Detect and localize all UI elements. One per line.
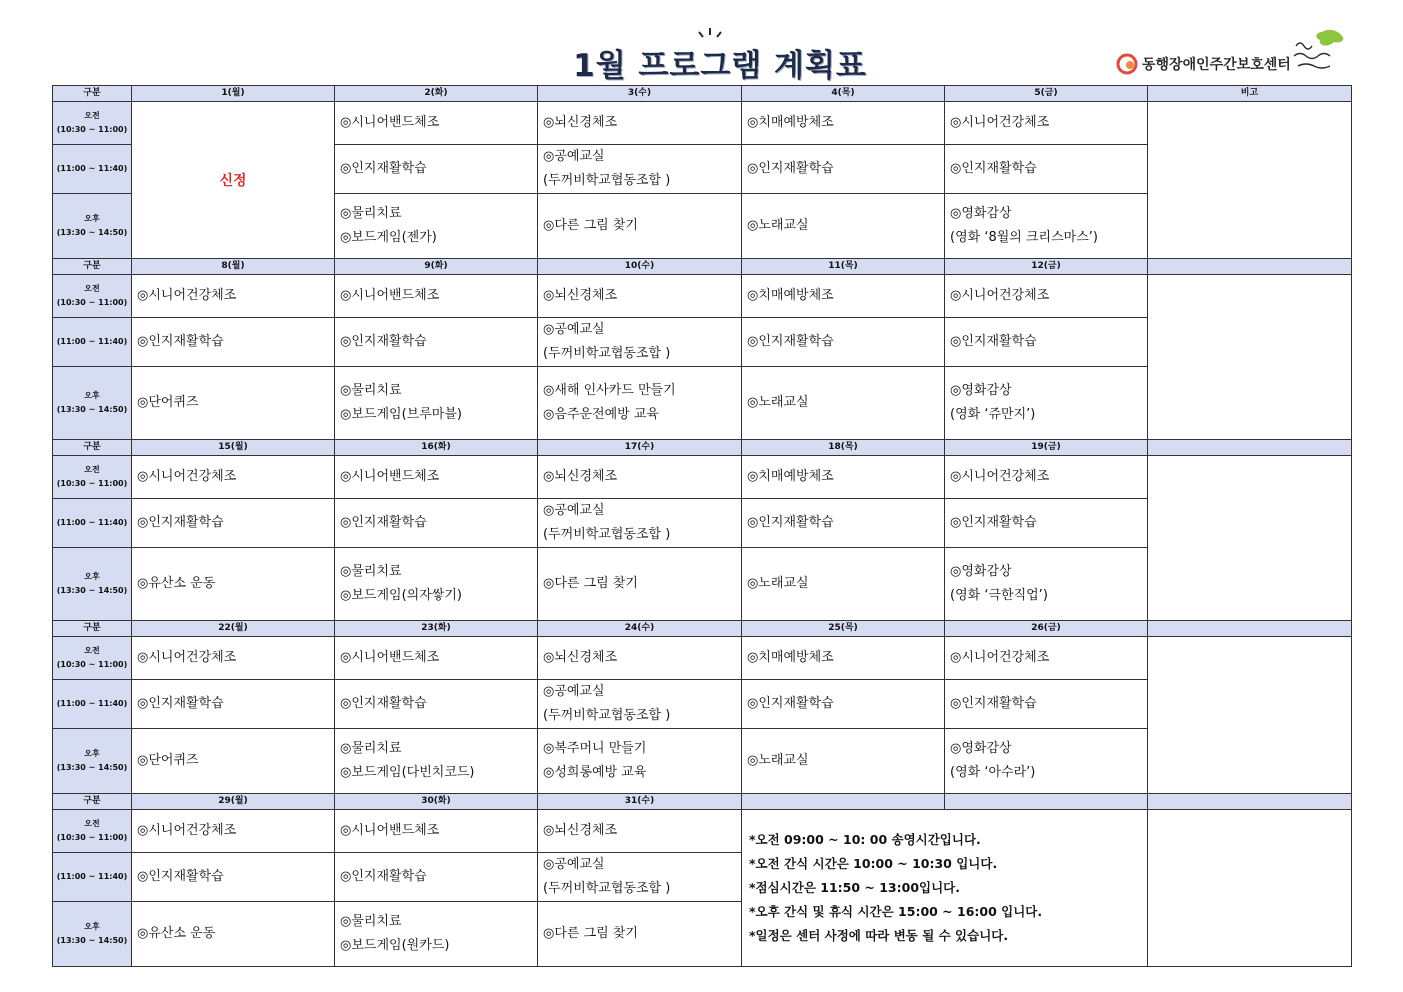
day-header: 23(화) xyxy=(335,621,538,637)
day-header: 18(목) xyxy=(742,440,945,456)
heart-logo-icon xyxy=(1116,53,1138,75)
slot-label-am1: 오전 (10:30 ~ 11:00) xyxy=(53,637,132,680)
notice-line: *오후 간식 및 휴식 시간은 15:00 ~ 16:00 입니다. xyxy=(749,904,1043,919)
program-cell: ◎시니어건강체조 xyxy=(132,637,335,680)
slot-label-am1: 오전 (10:30 ~ 11:00) xyxy=(53,275,132,318)
program-cell: ◎인지재활학습 xyxy=(335,318,538,367)
notice-line: *점심시간은 11:50 ~ 13:00입니다. xyxy=(749,880,960,895)
holiday-cell: 신정 xyxy=(132,102,335,259)
program-cell: ◎인지재활학습 xyxy=(132,680,335,729)
program-cell: ◎시니어건강체조 xyxy=(132,275,335,318)
program-cell: ◎치매예방체조 xyxy=(742,102,945,145)
sparkle-icon xyxy=(690,26,730,44)
program-cell: ◎시니어밴드체조 xyxy=(335,456,538,499)
program-cell: ◎인지재활학습 xyxy=(742,680,945,729)
remark-cell xyxy=(1148,102,1352,259)
program-cell: ◎시니어건강체조 xyxy=(945,456,1148,499)
program-cell: ◎시니어건강체조 xyxy=(132,456,335,499)
program-cell: ◎뇌신경체조 xyxy=(538,456,742,499)
day-header: 10(수) xyxy=(538,259,742,275)
day-header: 12(금) xyxy=(945,259,1148,275)
day-header: 1(월) xyxy=(132,86,335,102)
program-cell: ◎다른 그림 찾기 xyxy=(538,548,742,621)
program-cell: ◎새해 인사카드 만들기 ◎음주운전예방 교육 xyxy=(538,367,742,440)
program-cell: ◎영화감상 (영화 ‘8월의 크리스마스’) xyxy=(945,194,1148,259)
program-cell: ◎인지재활학습 xyxy=(132,318,335,367)
program-cell: ◎인지재활학습 xyxy=(945,680,1148,729)
notice-box xyxy=(742,810,1148,967)
program-schedule-table xyxy=(52,85,1352,967)
day-header: 15(월) xyxy=(132,440,335,456)
label-column-header: 구분 xyxy=(53,86,132,102)
remark-column-header xyxy=(1148,794,1352,810)
day-header: 22(월) xyxy=(132,621,335,637)
program-cell: ◎시니어건강체조 xyxy=(945,102,1148,145)
program-cell: ◎물리치료 ◎보드게임(브루마블) xyxy=(335,367,538,440)
remark-column-header: 비고 xyxy=(1148,86,1352,102)
day-header: 29(월) xyxy=(132,794,335,810)
program-cell: ◎물리치료 ◎보드게임(의자쌓기) xyxy=(335,548,538,621)
remark-cell xyxy=(1148,810,1352,967)
label-column-header: 구분 xyxy=(53,440,132,456)
program-cell: ◎뇌신경체조 xyxy=(538,637,742,680)
program-cell: ◎다른 그림 찾기 xyxy=(538,902,742,967)
am1-row xyxy=(53,810,1352,853)
day-header: 11(목) xyxy=(742,259,945,275)
program-cell: ◎단어퀴즈 xyxy=(132,729,335,794)
program-cell: ◎인지재활학습 xyxy=(945,318,1148,367)
remark-cell xyxy=(1148,456,1352,621)
slot-label-am1: 오전 (10:30 ~ 11:00) xyxy=(53,102,132,145)
program-cell: ◎치매예방체조 xyxy=(742,275,945,318)
program-cell: ◎물리치료 ◎보드게임(젠가) xyxy=(335,194,538,259)
program-cell: ◎공예교실 (두꺼비학교협동조합 ) xyxy=(538,680,742,729)
program-cell: ◎복주머니 만들기 ◎성희롱예방 교육 xyxy=(538,729,742,794)
notice-line: *오전 간식 시간은 10:00 ~ 10:30 입니다. xyxy=(749,856,998,871)
label-column-header: 구분 xyxy=(53,794,132,810)
program-cell: ◎인지재활학습 xyxy=(945,499,1148,548)
slot-label-pm: 오후 (13:30 ~ 14:50) xyxy=(53,367,132,440)
day-header: 31(수) xyxy=(538,794,742,810)
day-header: 17(수) xyxy=(538,440,742,456)
program-cell: ◎치매예방체조 xyxy=(742,637,945,680)
day-header: 4(목) xyxy=(742,86,945,102)
week-header-row xyxy=(53,86,1352,102)
day-header: 16(화) xyxy=(335,440,538,456)
day-header: 8(월) xyxy=(132,259,335,275)
remark-column-header xyxy=(1148,259,1352,275)
day-header xyxy=(742,794,945,810)
program-cell: ◎유산소 운동 xyxy=(132,902,335,967)
slot-label-am2: (11:00 ~ 11:40) xyxy=(53,318,132,367)
program-cell: ◎치매예방체조 xyxy=(742,456,945,499)
day-header: 2(화) xyxy=(335,86,538,102)
day-header: 5(금) xyxy=(945,86,1148,102)
program-cell: ◎영화감상 (영화 ‘아수라’) xyxy=(945,729,1148,794)
slot-label-am1: 오전 (10:30 ~ 11:00) xyxy=(53,810,132,853)
day-header: 30(화) xyxy=(335,794,538,810)
am1-row xyxy=(53,637,1352,680)
program-cell: ◎인지재활학습 xyxy=(742,499,945,548)
day-header xyxy=(945,794,1148,810)
program-cell: ◎영화감상 (영화 ‘쥬만지’) xyxy=(945,367,1148,440)
program-cell: ◎뇌신경체조 xyxy=(538,810,742,853)
slot-label-pm: 오후 (13:30 ~ 14:50) xyxy=(53,548,132,621)
program-cell: ◎인지재활학습 xyxy=(742,318,945,367)
program-cell: ◎시니어밴드체조 xyxy=(335,275,538,318)
slot-label-am2: (11:00 ~ 11:40) xyxy=(53,145,132,194)
program-cell: ◎공예교실 (두꺼비학교협동조합 ) xyxy=(538,318,742,367)
am1-row xyxy=(53,275,1352,318)
program-cell: ◎뇌신경체조 xyxy=(538,275,742,318)
program-cell: ◎시니어건강체조 xyxy=(945,637,1148,680)
slot-label-pm: 오후 (13:30 ~ 14:50) xyxy=(53,729,132,794)
week-header-row xyxy=(53,794,1352,810)
am1-row xyxy=(53,102,1352,145)
program-cell: ◎공예교실 (두꺼비학교협동조합 ) xyxy=(538,853,742,902)
program-cell: ◎인지재활학습 xyxy=(132,853,335,902)
program-cell: ◎시니어밴드체조 xyxy=(335,637,538,680)
program-cell: ◎공예교실 (두꺼비학교협동조합 ) xyxy=(538,145,742,194)
program-cell: ◎노래교실 xyxy=(742,367,945,440)
day-header: 3(수) xyxy=(538,86,742,102)
remark-cell xyxy=(1148,637,1352,794)
am1-row xyxy=(53,456,1352,499)
day-header: 25(목) xyxy=(742,621,945,637)
program-cell: ◎노래교실 xyxy=(742,729,945,794)
slot-label-am2: (11:00 ~ 11:40) xyxy=(53,853,132,902)
label-column-header: 구분 xyxy=(53,621,132,637)
remark-column-header xyxy=(1148,440,1352,456)
slot-label-pm: 오후 (13:30 ~ 14:50) xyxy=(53,902,132,967)
program-cell: ◎시니어건강체조 xyxy=(132,810,335,853)
program-cell: ◎시니어건강체조 xyxy=(945,275,1148,318)
program-cell: ◎뇌신경체조 xyxy=(538,102,742,145)
remark-cell xyxy=(1148,275,1352,440)
center-logo xyxy=(1116,50,1316,78)
program-cell: ◎시니어밴드체조 xyxy=(335,102,538,145)
program-cell: ◎인지재활학습 xyxy=(132,499,335,548)
label-column-header: 구분 xyxy=(53,259,132,275)
slot-label-am2: (11:00 ~ 11:40) xyxy=(53,499,132,548)
day-header: 24(수) xyxy=(538,621,742,637)
page-title: 1월 프로그램 계획표 xyxy=(573,48,867,84)
program-cell: ◎시니어밴드체조 xyxy=(335,810,538,853)
program-cell: ◎인지재활학습 xyxy=(945,145,1148,194)
day-header: 9(화) xyxy=(335,259,538,275)
program-cell: ◎노래교실 xyxy=(742,194,945,259)
week-header-row xyxy=(53,440,1352,456)
new-year-greeting-signature xyxy=(1288,26,1352,72)
day-header: 19(금) xyxy=(945,440,1148,456)
program-cell: ◎인지재활학습 xyxy=(335,853,538,902)
program-cell: ◎인지재활학습 xyxy=(335,145,538,194)
slot-label-am1: 오전 (10:30 ~ 11:00) xyxy=(53,456,132,499)
notice-line: *오전 09:00 ~ 10: 00 송영시간입니다. xyxy=(749,832,981,847)
day-header: 26(금) xyxy=(945,621,1148,637)
program-cell: ◎공예교실 (두꺼비학교협동조합 ) xyxy=(538,499,742,548)
program-cell: ◎인지재활학습 xyxy=(742,145,945,194)
program-cell: ◎인지재활학습 xyxy=(335,499,538,548)
remark-column-header xyxy=(1148,621,1352,637)
week-header-row xyxy=(53,259,1352,275)
program-cell: ◎유산소 운동 xyxy=(132,548,335,621)
program-cell: ◎인지재활학습 xyxy=(335,680,538,729)
week-header-row xyxy=(53,621,1352,637)
slot-label-am2: (11:00 ~ 11:40) xyxy=(53,680,132,729)
notice-line: *일정은 센터 사정에 따라 변동 될 수 있습니다. xyxy=(749,928,1009,943)
program-cell: ◎단어퀴즈 xyxy=(132,367,335,440)
program-cell: ◎물리치료 ◎보드게임(원카드) xyxy=(335,902,538,967)
program-cell: ◎물리치료 ◎보드게임(다빈치코드) xyxy=(335,729,538,794)
program-cell: ◎영화감상 (영화 ‘극한직업’) xyxy=(945,548,1148,621)
slot-label-pm: 오후 (13:30 ~ 14:50) xyxy=(53,194,132,259)
program-cell: ◎다른 그림 찾기 xyxy=(538,194,742,259)
program-cell: ◎노래교실 xyxy=(742,548,945,621)
center-name: 동행장애인주간보호센터 xyxy=(1142,57,1291,73)
